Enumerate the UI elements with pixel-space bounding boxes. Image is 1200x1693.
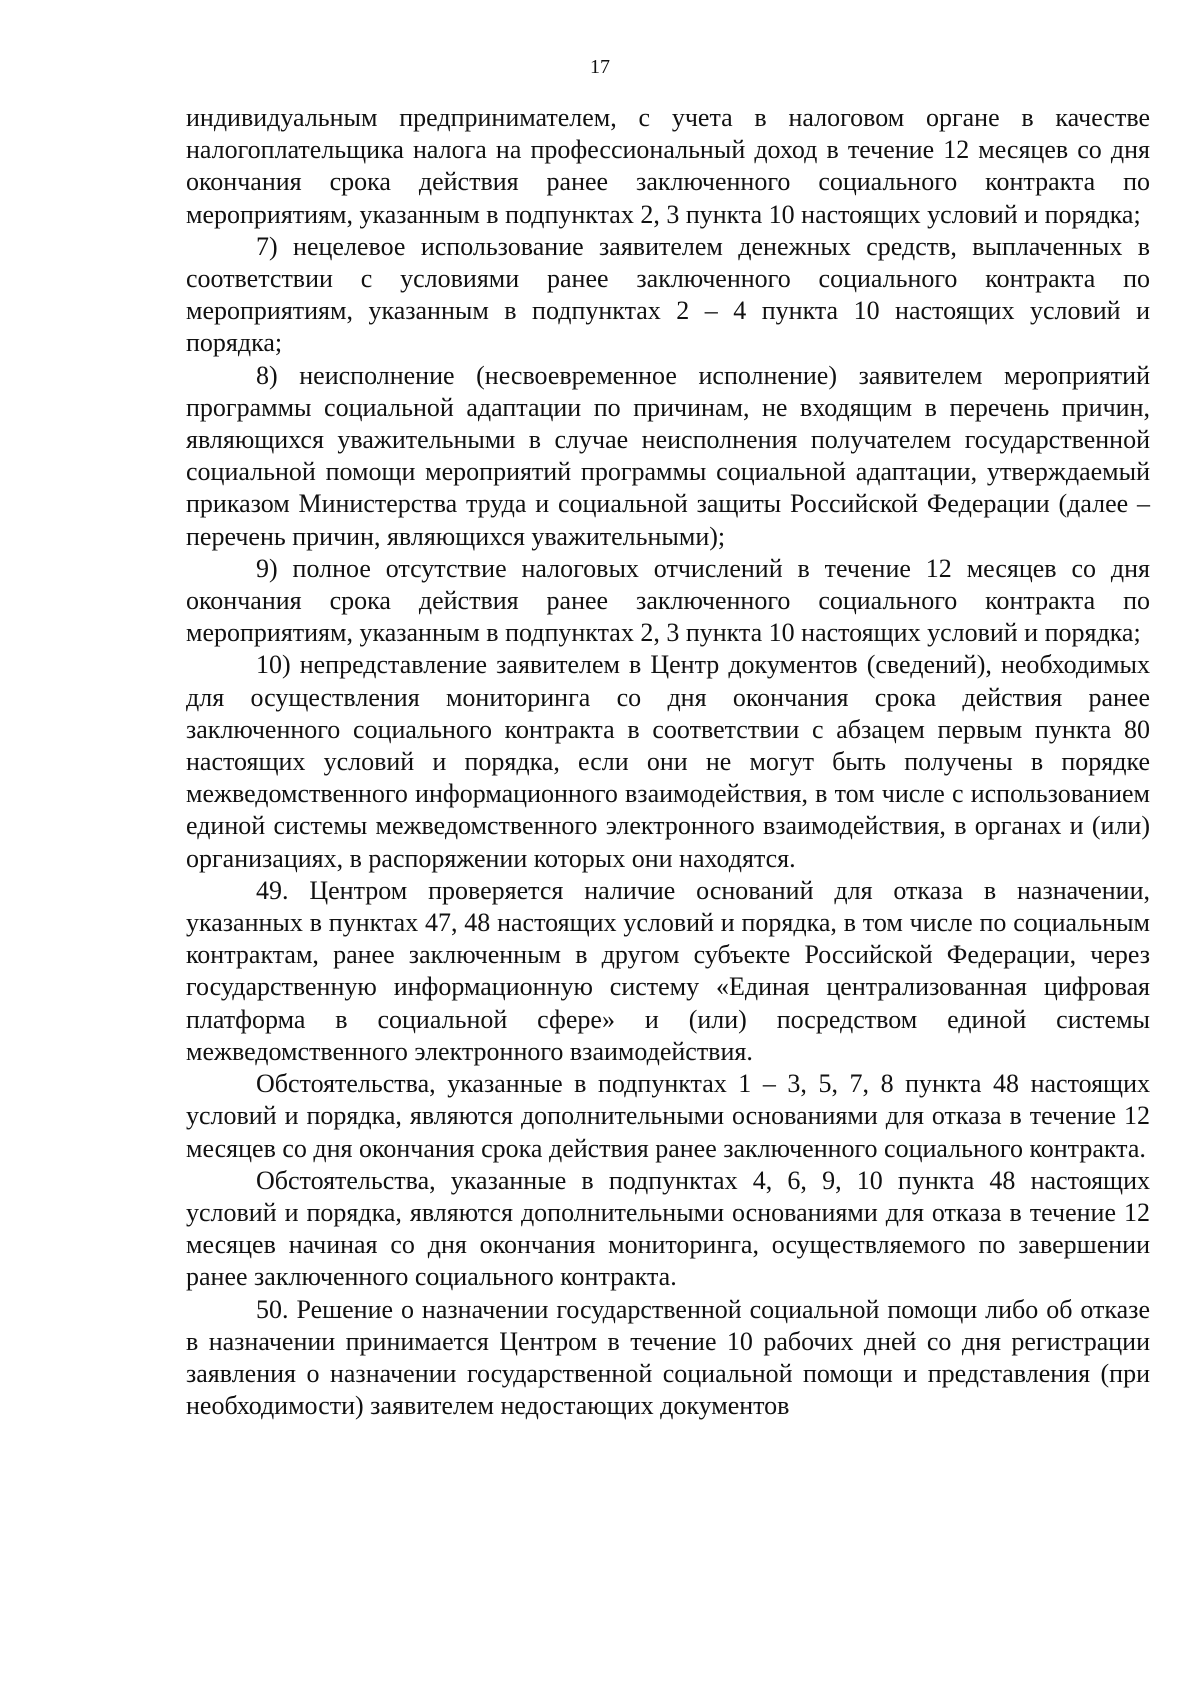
paragraph-clause-49-circumstances-1: Обстоятельства, указанные в подпунктах 1 – 3, 5, 7, 8 пункта 48 настоящих условий и порядка, являются дополнительными основаниями для отказа в течение 12 месяцев со дня окончания срока действия ранее заключенного социального контракта. [186,1069,1150,1163]
paragraph-item-10: 10) непредставление заявителем в Центр документов (сведений), необходимых для осуществления мониторинга со дня окончания срока действия ранее заключенного социального контракта в соответствии с абзацем первым пункта 80 настоящих условий и порядка, если они не могут быть получены в порядке межведомственного информационного взаимодействия, в том числе с использованием единой системы межведомственного электронного взаимодействия, в органах и (или) организациях, в распоряжении которых они находятся. [186,650,1150,873]
document-body [186,102,1150,1422]
paragraph-item-9: 9) полное отсутствие налоговых отчислений в течение 12 месяцев со дня окончания срока действия ранее заключенного социального контракта по мероприятиям, указанным в подпунктах 2, 3 пункта 10 настоящих условий и порядка; [186,553,1150,648]
paragraph-clause-49-circumstances-2: Обстоятельства, указанные в подпунктах 4, 6, 9, 10 пункта 48 настоящих условий и порядка, являются дополнительными основаниями для отказа в течение 12 месяцев начиная со дня окончания мониторинга, осуществляемого по завершении ранее заключенного социального контракта. [186,1165,1150,1292]
paragraph-item-8: 8) неисполнение (несвоевременное исполнение) заявителем мероприятий программы социальной адаптации по причинам, не входящим в перечень причин, являющихся уважительными в случае неисполнения получателем государственной социальной помощи мероприятий программы социальной адаптации, утверждаемый приказом Министерства труда и социальной защиты Российской Федерации (далее – перечень причин, являющихся уважительными); [186,360,1150,551]
page-number: 17 [590,56,610,78]
paragraph-clause-50: 50. Решение о назначении государственной социальной помощи либо об отказе в назначении принимается Центром в течение 10 рабочих дней со дня регистрации заявления о назначении государственной социальной помощи и представления (при необходимости) заявителем недостающих документов [186,1294,1150,1421]
paragraph-continuation: индивидуальным предпринимателем, с учета в налоговом органе в качестве налогоплательщика налога на профессиональный доход в течение 12 месяцев со дня окончания срока действия ранее заключенного социального контракта по мероприятиям, указанным в подпунктах 2, 3 пункта 10 настоящих условий и порядка; [186,103,1150,229]
paragraph-clause-49: 49. Центром проверяется наличие оснований для отказа в назначении, указанных в пунктах 47, 48 настоящих условий и порядка, в том числе по социальным контрактам, ранее заключенным в другом субъекте Российской Федерации, через государственную информационную систему «Единая централизованная цифровая платформа в социальной сфере» и (или) посредством единой системы межведомственного электронного взаимодействия. [186,875,1150,1066]
paragraph-item-7: 7) нецелевое использование заявителем денежных средств, выплаченных в соответствии с условиями ранее заключенного социального контракта по мероприятиям, указанным в подпунктах 2 – 4 пункта 10 настоящих условий и порядка; [186,231,1150,358]
